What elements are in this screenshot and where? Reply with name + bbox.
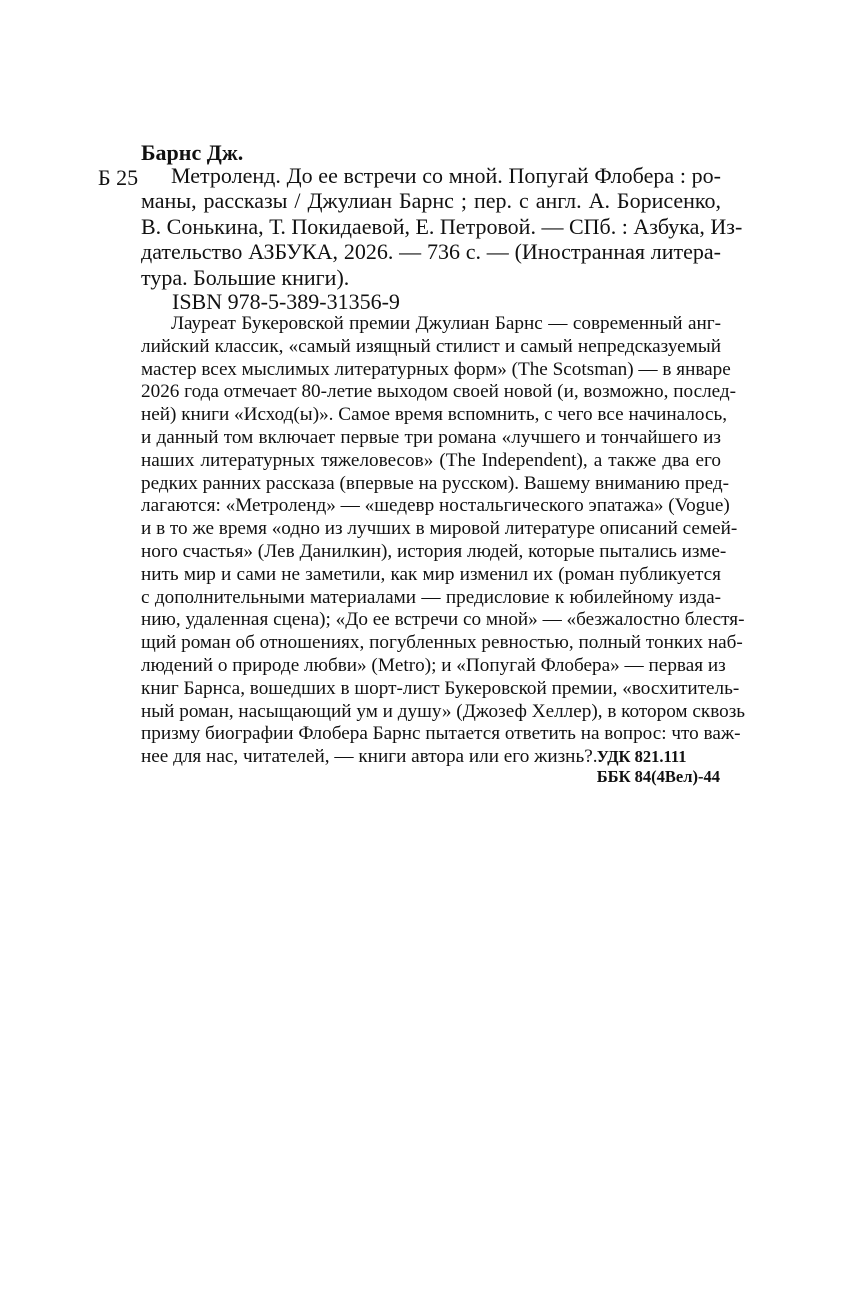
entry-line: В. Сонькина, Т. Покидаевой, Е. Петровой. — СПб. : Азбука, Из- [141,213,743,239]
annotation-line: лийский классик, «самый изящный стилист и самый непредсказуемый [141,335,721,357]
annotation-line: людений о природе любви» (Metro); и «Попугай Флобера» — первая из [141,654,726,676]
entry-line: Метроленд. До ее встречи со мной. Попугай Флобера : ро- [171,163,721,188]
annotation-line: с дополнительными материалами — предисловие к юбилейному изда- [141,586,721,608]
annotation-line: мастер всех мыслимых литературных форм» (The Scotsman) — в январе [141,358,731,380]
classification-codes [597,747,720,787]
entry-line: маны, рассказы / Джулиан Барнс ; пер. с англ. А. Борисенко, [141,188,721,214]
annotation-line: лагаются: «Метроленд» — «шедевр ностальгического эпатажа» (Vogue) [141,495,730,517]
annotation-line: редких ранних рассказа (впервые на русском). Вашему вниманию пред- [141,472,730,494]
annotation-line: нию, удаленная сцена); «До ее встречи со мной» — «безжалостно блестя- [141,609,745,631]
author-cipher: Б 25 [98,165,139,190]
annotation-line: и данный том включает первые три романа «лучшего и тончайшего из [141,426,721,448]
annotation-line: ного счастья» (Лев Данилкин), история людей, которые пытались изме- [141,540,727,562]
author-heading: Барнс Дж. [141,140,244,165]
bibliographic-entry [141,163,743,290]
annotation-line: наших литературных тяжеловесов» (The Independent), а также два его [141,449,721,471]
isbn: ISBN 978-5-389-31356-9 [172,289,400,314]
annotation-line: нить мир и сами не заметили, как мир изменил их (роман публикуется [141,563,721,585]
annotation [141,313,746,769]
annotation-line: ней) книги «Исход(ы)». Самое время вспомнить, с чего все начиналось, [141,404,728,426]
entry-line: тура. Большие книги). [141,264,350,290]
annotation-line: призму биографии Флобера Барнс пытается ответить на вопрос: что важ- [141,723,741,745]
annotation-line: и в то же время «одно из лучших в мировой литературе описаний семей- [141,518,738,540]
annotation-line: нее для нас, читателей, — книги автора или его жизнь?.. [141,746,603,768]
annotation-line: щий роман об отношениях, погубленных ревностью, полный тонких наб- [141,632,743,654]
annotation-line: ный роман, насыщающий ум и душу» (Джозеф Хеллер), в котором сквозь [141,700,746,722]
udk-code: УДК 821.111 [596,747,687,766]
annotation-line: книг Барнса, вошедших в шорт-лист Букеровской премии, «восхититель- [141,677,740,699]
bbk-code: ББК 84(4Вел)-44 [596,767,720,786]
annotation-line: 2026 года отмечает 80-летие выходом своей новой (и, возможно, послед- [141,381,737,403]
entry-line: дательство АЗБУКА, 2026. — 736 с. — (Иностранная литера- [141,239,721,265]
annotation-line: Лауреат Букеровской премии Джулиан Барнс — современный анг- [171,313,721,334]
